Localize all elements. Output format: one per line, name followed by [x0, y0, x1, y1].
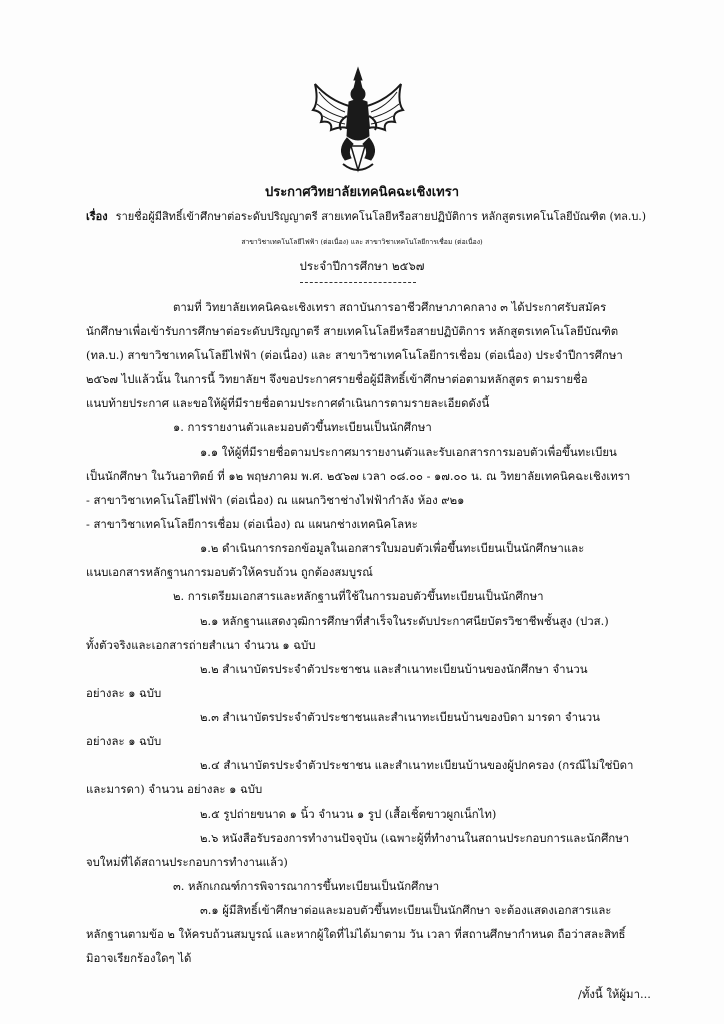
title-divider	[300, 282, 416, 283]
section-heading: ๑. การรายงานตัวและมอบตัวขึ้นทะเบียนเป็นนักศึกษา	[173, 420, 432, 434]
body-line: ๑.๑ ให้ผู้ที่มีรายชื่อตามประกาศมารายงานตัวและรับเอกสารการมอบตัวเพื่อขึ้นทะเบียน	[200, 445, 617, 459]
subject-text-line1: รายชื่อผู้มีสิทธิ์เข้าศึกษาต่อระดับปริญญาตรี สายเทคโนโลยีหรือสายปฏิบัติการ หลักสูตรเทคโนโลยีบัณฑิต (ทล.บ.)	[115, 210, 647, 223]
body-line: ๓.๑ ผู้มีสิทธิ์เข้าศึกษาต่อและมอบตัวขึ้นทะเบียนเป็นนักศึกษา จะต้องแสดงเอกสารและ	[200, 903, 612, 917]
body-line: ๒.๒ สำเนาบัตรประจำตัวประชาชน และสำเนาทะเบียนบ้านของนักศึกษา จำนวน	[200, 662, 588, 676]
body-line: (ทล.บ.) สาขาวิชาเทคโนโลยีไฟฟ้า (ต่อเนื่อง) และ สาขาวิชาเทคโนโลยีการเชื่อม (ต่อเนื่อง) ประจำปีการศึกษา	[86, 348, 623, 362]
section-heading: ๒. การเตรียมเอกสารและหลักฐานที่ใช้ในการมอบตัวขึ้นทะเบียนเป็นนักศึกษา	[173, 589, 544, 603]
body-line: - สาขาวิชาเทคโนโลยีไฟฟ้า (ต่อเนื่อง) ณ แผนกวิชาช่างไฟฟ้ากำลัง ห้อง ๙๒๑	[86, 493, 465, 507]
body-line: - สาขาวิชาเทคโนโลยีการเชื่อม (ต่อเนื่อง) ณ แผนกช่างเทคนิคโลหะ	[86, 517, 418, 531]
body-line: แนบเอกสารหลักฐานการมอบตัวให้ครบถ้วน ถูกต้องสมบูรณ์	[86, 565, 373, 579]
body-line: ๒.๕ รูปถ่ายขนาด ๑ นิ้ว จำนวน ๑ รูป (เสื้อเชิ้ตขาวผูกเน็กไท)	[200, 807, 497, 821]
announcement-title: ประกาศวิทยาลัยเทคนิคฉะเชิงเทรา	[264, 185, 460, 200]
academic-year: ประจำปีการศึกษา ๒๕๖๗	[299, 259, 425, 273]
body-line: อย่างละ ๑ ฉบับ	[86, 734, 162, 748]
body-line: อย่างละ ๑ ฉบับ	[86, 686, 162, 700]
body-line: นักศึกษาเพื่อเข้ารับการศึกษาต่อระดับปริญญาตรี สายเทคโนโลยีหรือสายปฏิบัติการ หลักสูตรเทคโนโลยีบัณฑิต	[86, 324, 619, 338]
subject-text-line2: สาขาวิชาเทคโนโลยีไฟฟ้า (ต่อเนื่อง) และ สาขาวิชาเทคโนโลยีการเชื่อม (ต่อเนื่อง)	[241, 238, 483, 246]
continuation-note: /ทั้งนี้ ให้ผู้มา...	[578, 987, 651, 1001]
body-line: ๒.๓ สำเนาบัตรประจำตัวประชาชนและสำเนาทะเบียนบ้านของบิดา มารดา จำนวน	[200, 710, 600, 724]
subject-line	[86, 208, 646, 226]
body-line: ๒.๑ หลักฐานแสดงวุฒิการศึกษาที่สำเร็จในระดับประกาศนียบัตรวิชาชีพชั้นสูง (ปวส.)	[200, 614, 609, 628]
body-line: ตามที่ วิทยาลัยเทคนิคฉะเชิงเทรา สถาบันการอาชีวศึกษาภาคกลาง ๓ ได้ประกาศรับสมัคร	[173, 300, 607, 314]
body-line: มิอาจเรียกร้องใดๆ ได้	[86, 951, 192, 965]
body-line: เป็นนักศึกษา ในวันอาทิตย์ ที่ ๑๒ พฤษภาคม พ.ศ. ๒๕๖๗ เวลา ๐๘.๐๐ - ๑๗.๐๐ น. ณ วิทยาลัยเทคนิคฉะเชิงเทรา	[86, 469, 631, 483]
body-line: ทั้งตัวจริงและเอกสารถ่ายสำเนา จำนวน ๑ ฉบับ	[86, 638, 316, 652]
body-line: ๒๕๖๗ ไปแล้วนั้น ในการนี้ วิทยาลัยฯ จึงขอประกาศรายชื่อผู้มีสิทธิ์เข้าศึกษาต่อตามหลักสูตร ตามรายชื่อ	[86, 372, 588, 386]
body-line: หลักฐานตามข้อ ๒ ให้ครบถ้วนสมบูรณ์ และหากผู้ใดที่ไม่ได้มาตาม วัน เวลา ที่สถานศึกษากำหนด ถือว่าสละสิทธิ์	[86, 927, 626, 941]
body-line: ๒.๖ หนังสือรับรองการทำงานปัจจุบัน (เฉพาะผู้ที่ทำงานในสถานประกอบการและนักศึกษา	[200, 831, 630, 845]
section-heading: ๓. หลักเกณฑ์การพิจารณาการขึ้นทะเบียนเป็นนักศึกษา	[173, 879, 440, 893]
garuda-emblem-icon	[307, 66, 409, 178]
body-line: จบใหม่ที่ได้สถานประกอบการทำงานแล้ว)	[86, 855, 288, 869]
body-line: ๒.๔ สำเนาบัตรประจำตัวประชาชน และสำเนาทะเบียนบ้านของผู้ปกครอง (กรณีไม่ใช่บิดา	[200, 758, 634, 772]
subject-label: เรื่อง	[86, 210, 108, 223]
body-line: แนบท้ายประกาศ และขอให้ผู้ที่มีรายชื่อตามประกาศดำเนินการตามรายละเอียดดังนี้	[86, 396, 490, 410]
body-line: และมารดา) จำนวน อย่างละ ๑ ฉบับ	[86, 782, 263, 796]
body-line: ๑.๒ ดำเนินการกรอกข้อมูลในเอกสารใบมอบตัวเพื่อขึ้นทะเบียนเป็นนักศึกษาและ	[200, 541, 585, 555]
